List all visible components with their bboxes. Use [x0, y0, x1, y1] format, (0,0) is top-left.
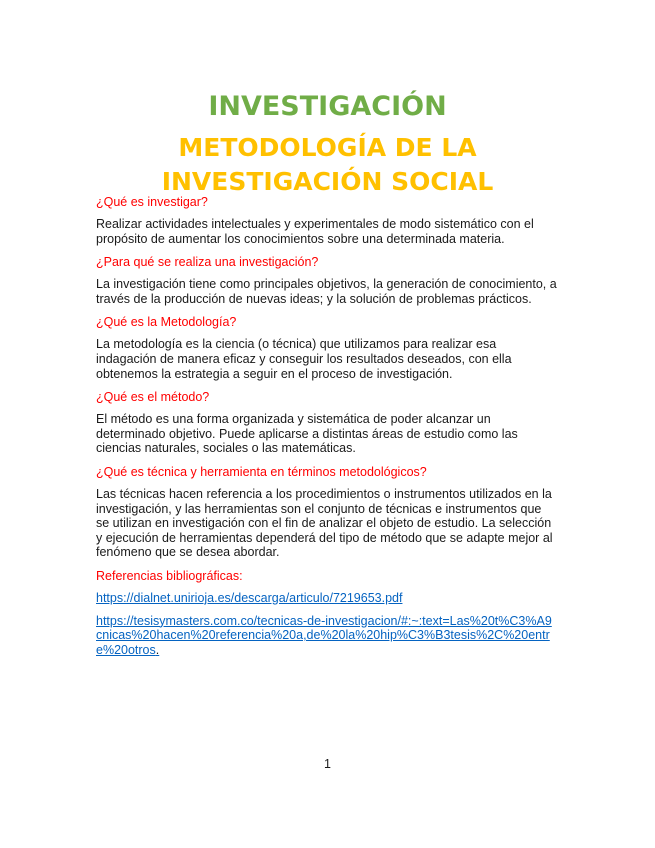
section-para-que	[96, 254, 558, 306]
section-answer: La metodología es la ciencia (o técnica) que utilizamos para realizar esa indagación de manera eficaz y conseguir los resultados deseados, con ella obtenemos la estrategia a seguir en el proceso de investigación.	[96, 337, 512, 381]
page-subtitle: METODOLOGÍA DE LA INVESTIGACIÓN SOCIAL	[161, 133, 494, 196]
section-answer: Realizar actividades intelectuales y experimentales de modo sistemático con el propósito de aumentar los conocimientos sobre una determinada materia.	[96, 217, 534, 246]
reference-link-text: https://tesisymasters.com.co/tecnicas-de-investigacion/#:~:text=Las%20t%C3%A9cnicas%20hacen%20referencia%20a,de%20la%20hip%C3%B3tesis%2C%20entre%20otros	[96, 613, 552, 657]
section-metodo	[96, 389, 558, 456]
reference-link-tesisymasters[interactable]	[96, 614, 558, 658]
references-section	[96, 568, 558, 657]
section-investigar	[96, 194, 558, 246]
section-question: ¿Qué es técnica y herramienta en términos metodológicos?	[96, 464, 427, 479]
section-question: ¿Qué es investigar?	[96, 195, 208, 209]
page-number: 1	[324, 757, 331, 771]
section-answer: El método es una forma organizada y sistemática de poder alcanzar un determinado objetivo. Puede aplicarse a distintas áreas de estudio como las ciencias naturales, sociales o las matemáticas.	[96, 412, 518, 456]
section-question: ¿Qué es la Metodología?	[96, 315, 237, 330]
references-heading: Referencias bibliográficas:	[96, 568, 243, 583]
section-answer: Las técnicas hacen referencia a los procedimientos o instrumentos utilizados en la investigación, y las herramientas son el conjunto de técnicas e instrumentos que se utilizan en investigación con el fin de analizar el objeto de estudio. La selección y ejecución de herramientas dependerá del tipo de método que se adapte mejor al fenómeno que se desea abordar.	[96, 486, 553, 560]
section-question: ¿Para qué se realiza una investigación?	[96, 255, 319, 270]
page-title: INVESTIGACIÓN	[208, 91, 447, 122]
reference-link-suffix: .	[155, 642, 160, 657]
document-body	[96, 194, 558, 665]
section-question: ¿Qué es el método?	[96, 390, 210, 405]
reference-link-text: https://dialnet.unirioja.es/descarga/articulo/7219653.pdf	[96, 590, 403, 605]
section-answer: La investigación tiene como principales objetivos, la generación de conocimiento, a través de la producción de nuevas ideas; y la solución de problemas prácticos.	[96, 277, 557, 306]
section-tecnica-herramienta	[96, 464, 558, 560]
section-metodologia	[96, 314, 558, 381]
reference-link-dialnet[interactable]	[96, 591, 558, 606]
